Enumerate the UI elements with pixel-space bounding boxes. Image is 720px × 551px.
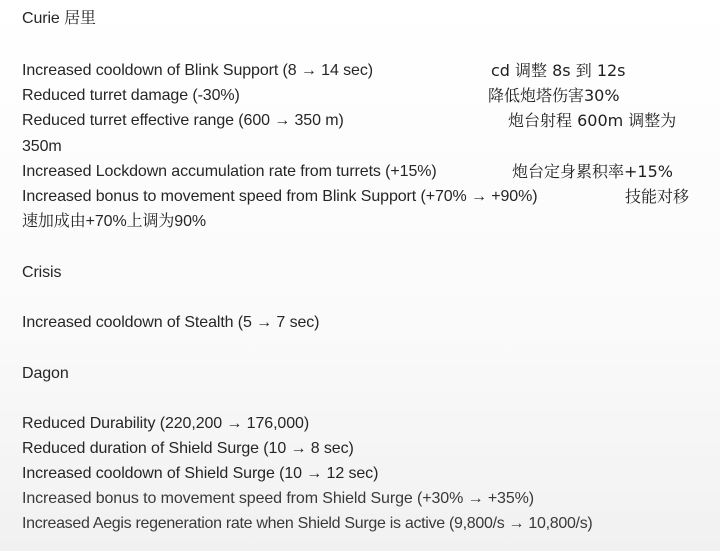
change-line: 350m: [22, 138, 62, 155]
change-line: Increased bonus to movement speed from Shield Surge (+30% → +35%): [22, 490, 535, 507]
translation-note: 炮台定身累积率+15%: [512, 162, 673, 181]
change-line: Reduced turret effective range (600 → 350 m): [22, 112, 344, 129]
change-line: Increased Lockdown accumulation rate from turrets (+15%): [22, 163, 437, 180]
translation-note: 技能对移: [625, 187, 690, 206]
change-line: Reduced Durability (220,200 → 176,000): [22, 415, 310, 432]
change-line: Increased cooldown of Blink Support (8 → 14 sec): [22, 62, 373, 79]
translation-note: 炮台射程 600m 调整为: [508, 111, 677, 130]
change-line: Increased cooldown of Shield Surge (10 → 12 sec): [22, 465, 379, 482]
change-line: Increased cooldown of Stealth (5 → 7 sec): [22, 314, 320, 331]
change-line: Increased Aegis regeneration rate when Shield Surge is active (9,800/s → 10,800/s): [22, 515, 593, 532]
section-title-dagon: Dagon: [22, 365, 69, 382]
section-title-curie: Curie 居里: [22, 10, 96, 27]
translation-note: cd 调整 8s 到 12s: [491, 61, 626, 80]
change-line: Reduced turret damage (-30%): [22, 87, 240, 104]
change-line: 速加成由+70%上调为90%: [22, 213, 206, 230]
change-line: Reduced duration of Shield Surge (10 → 8 sec): [22, 440, 354, 457]
change-line: Increased bonus to movement speed from Blink Support (+70% → +90%): [22, 188, 538, 205]
translation-note: 降低炮塔伤害30%: [488, 86, 620, 105]
section-title-crisis: Crisis: [22, 264, 62, 281]
